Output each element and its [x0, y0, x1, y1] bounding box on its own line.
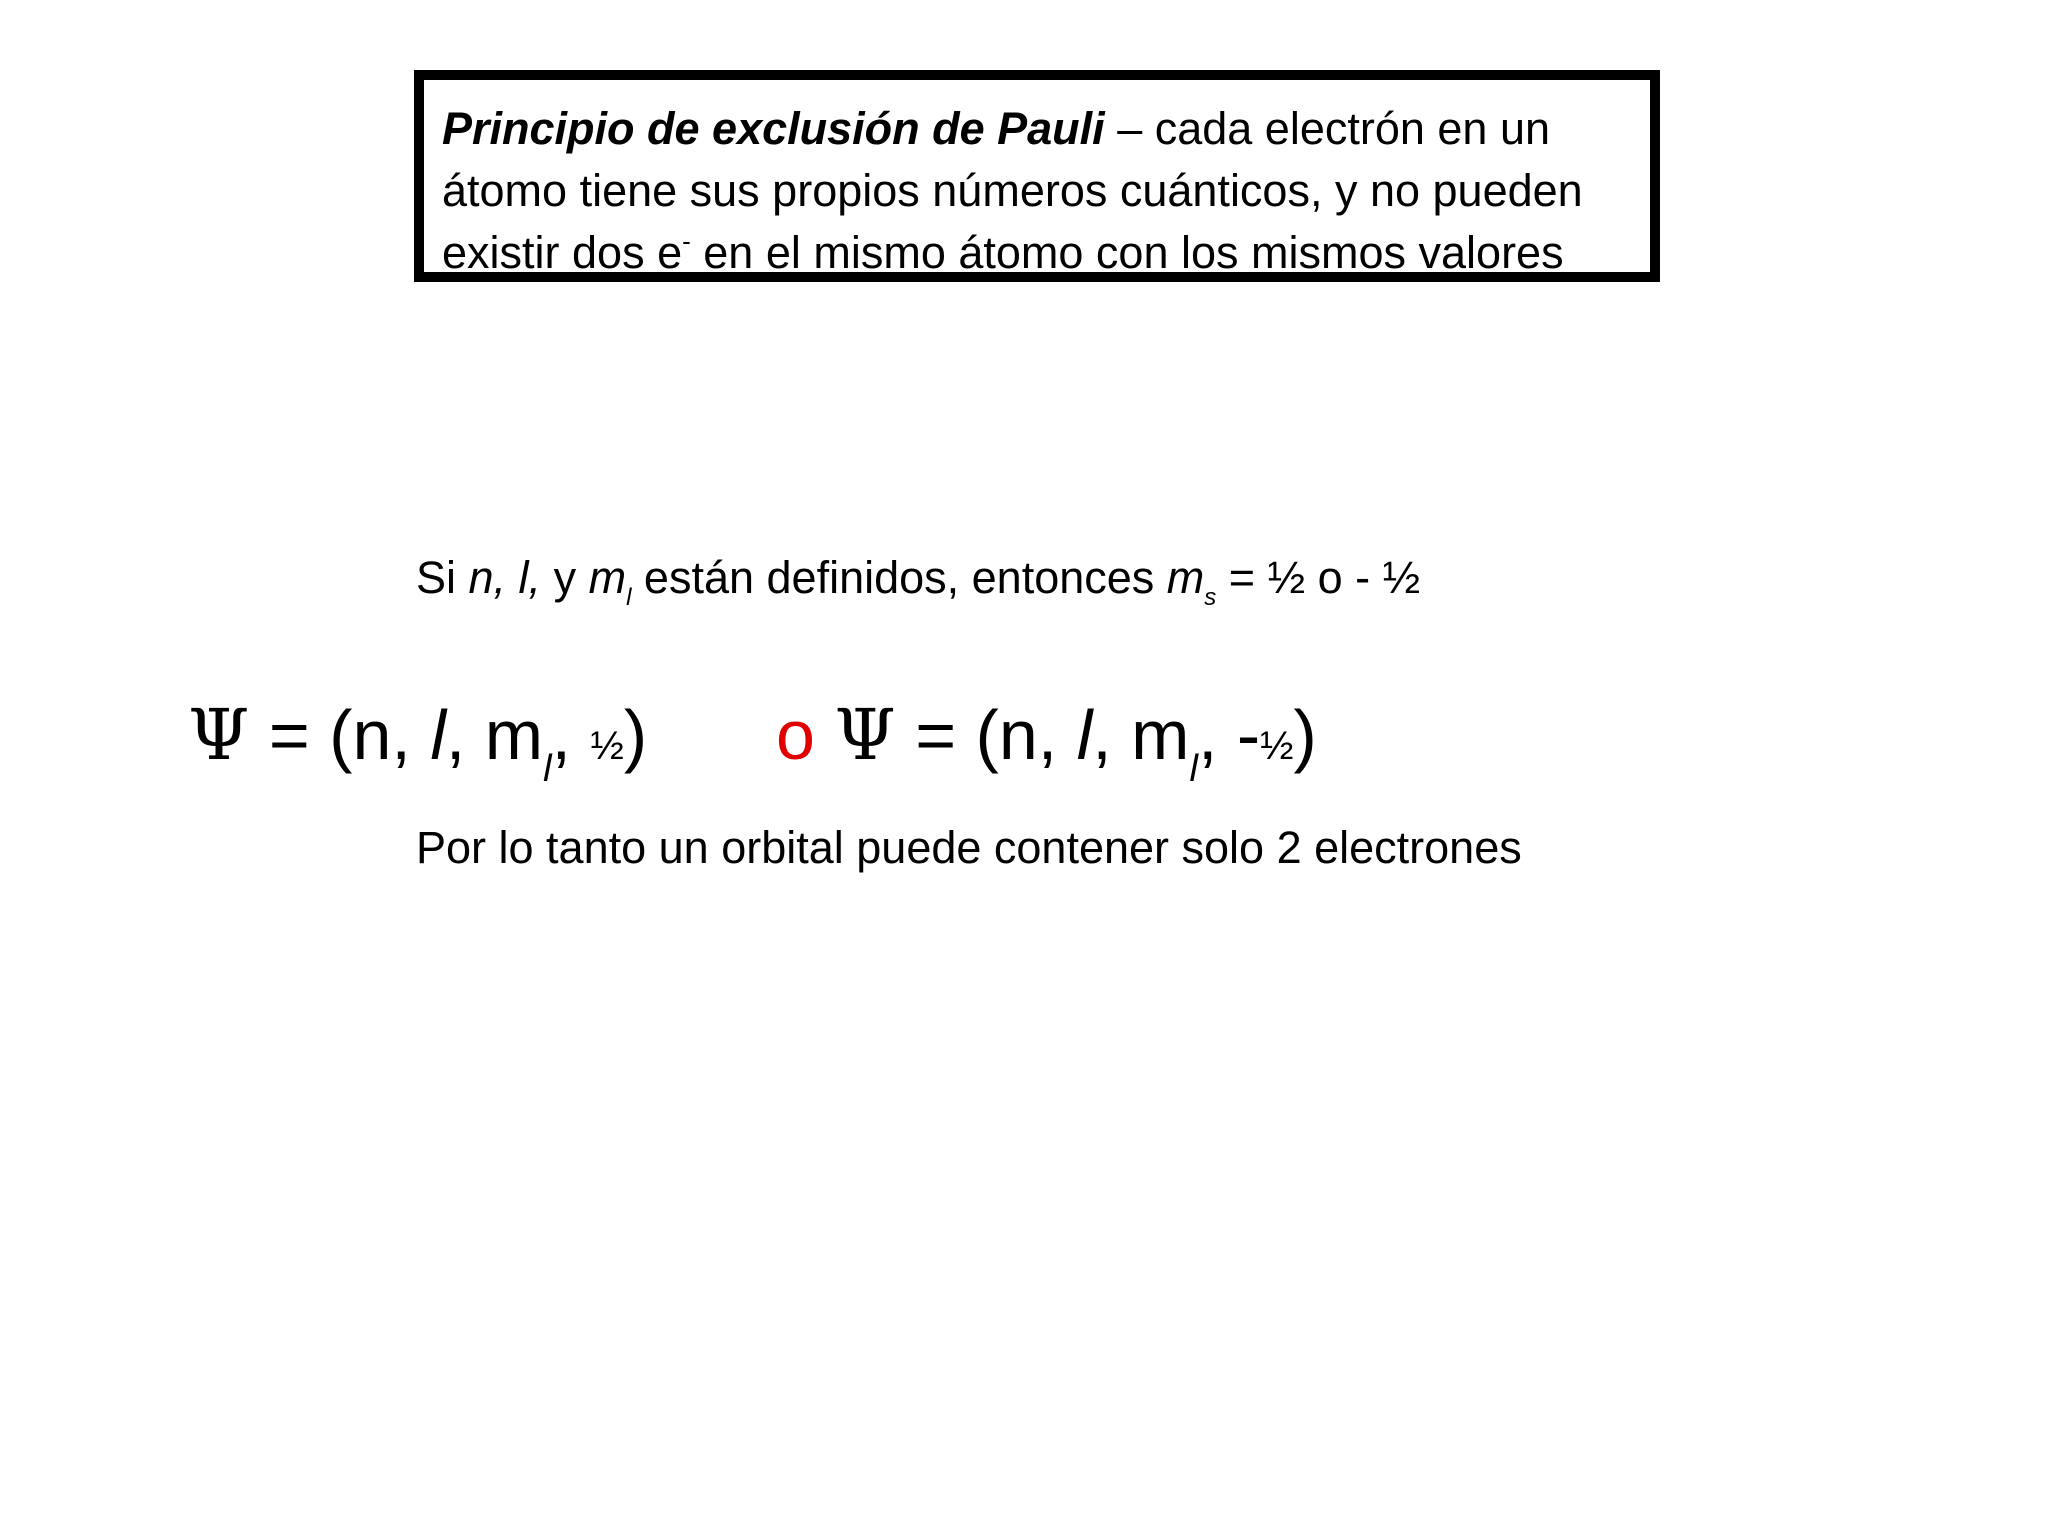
- equation-spin-up: [188, 690, 647, 792]
- definition-line-3-end: en el mismo átomo con los mismos valores: [690, 227, 1564, 278]
- conclusion-text: Por lo tanto un orbital puede contener solo 2 electrones: [416, 822, 1522, 873]
- equation-right-close: ): [1293, 696, 1317, 774]
- or-word: o: [776, 696, 815, 774]
- condition-si: Si: [416, 552, 469, 603]
- psi-symbol: Ψ: [834, 694, 896, 776]
- condition-ms-m: m: [1166, 552, 1205, 603]
- condition-text: [416, 548, 1420, 616]
- equation-left-close: ): [623, 696, 648, 774]
- equation-left-open: = (n,: [249, 696, 431, 774]
- equation-left-l: l: [430, 696, 446, 774]
- definition-line-1: [442, 98, 1632, 160]
- electron-charge-superscript: -: [682, 226, 691, 256]
- definition-line-3: [442, 222, 1632, 290]
- definition-box: [414, 70, 1660, 282]
- definition-line-2: átomo tiene sus propios números cuánticos, y no pueden: [442, 165, 1583, 216]
- equation-right-spin-prefix: , -: [1197, 696, 1261, 774]
- condition-middle: están definidos, entonces: [631, 552, 1167, 603]
- condition-m-subscript: l: [626, 584, 632, 611]
- equation-right-spin: ½: [1260, 724, 1294, 768]
- psi-symbol: Ψ: [188, 694, 250, 776]
- definition-line-1-rest: – cada electrón en un: [1104, 103, 1551, 154]
- definition-line-3-start: existir dos e: [442, 227, 683, 278]
- equation-right-open: = (n,: [895, 696, 1077, 774]
- equation-right-m: , m: [1092, 696, 1190, 774]
- condition-y: y: [541, 552, 589, 603]
- equation-left-spin: ½: [590, 724, 624, 768]
- equation-left-m-subscript: l: [543, 748, 552, 790]
- condition-end: = ½ o - ½: [1216, 552, 1421, 603]
- equation-left-m: , m: [445, 696, 544, 774]
- equation-right-m-subscript: l: [1189, 748, 1198, 790]
- condition-n-l: n, l,: [468, 552, 542, 603]
- definition-term: Principio de exclusión de Pauli: [442, 103, 1105, 154]
- equation-right-l: l: [1076, 696, 1093, 774]
- equation-spin-down: [776, 690, 1317, 792]
- condition-ms-subscript: s: [1204, 584, 1217, 611]
- equation-left-spin-prefix: ,: [551, 696, 591, 774]
- condition-m: m: [588, 552, 627, 603]
